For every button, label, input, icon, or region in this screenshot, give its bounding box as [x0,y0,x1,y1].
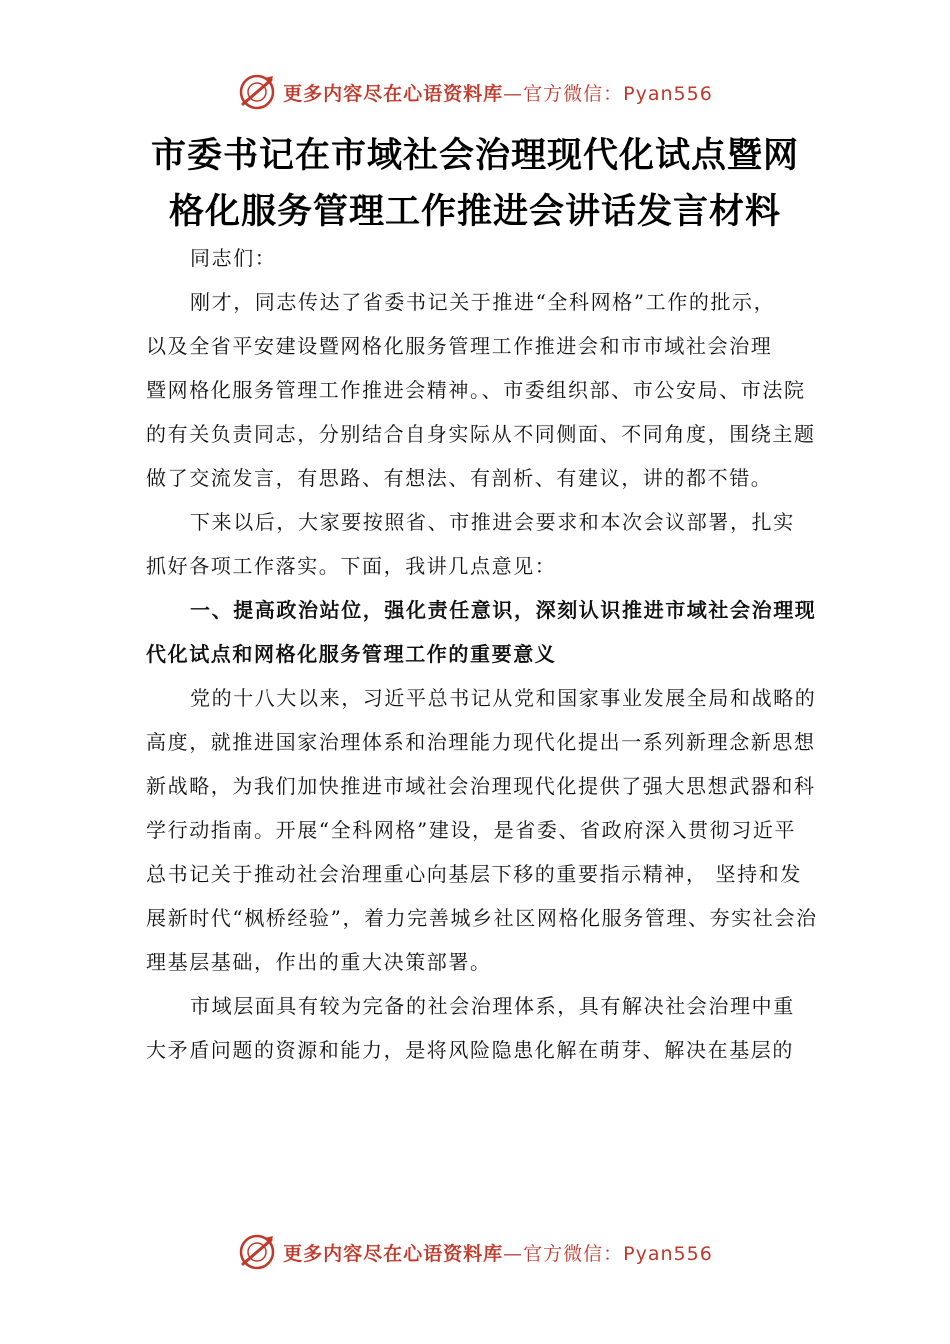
heading-line: 一、提高政治站位，强化责任意识，深刻认识推进市域社会治理现 [190,598,817,622]
logo-icon [237,72,277,112]
banner-wechat: 官方微信：Pyan556 [523,1242,713,1265]
text-line: 市域层面具有较为完备的社会治理体系，具有解决社会治理中重 [190,994,795,1018]
title-line-2: 格化服务管理工作推进会讲话发言材料 [168,191,781,232]
paragraph-greeting [146,236,814,280]
footer-banner [0,1230,950,1274]
banner-main: 更多内容尽在心语资料库 [283,82,504,105]
text-line: 总书记关于推动社会治理重心向基层下移的重要指示精神， 坚持和发 [146,862,802,886]
document-body [146,236,818,1072]
banner-text [283,1239,713,1266]
text-line: 抓好各项工作落实。下面，我讲几点意见： [146,554,557,578]
text-line: 大矛盾问题的资源和能力，是将风险隐患化解在萌芽、解决在基层的 [146,1038,794,1062]
text-line: 的有关负责同志，分别结合自身实际从不同侧面、不同角度，围绕主题 [146,422,816,446]
banner-text [283,79,713,106]
text-line: 下来以后，大家要按照省、市推进会要求和本次会议部署，扎实 [190,510,795,534]
text-line: 高度，就推进国家治理体系和治理能力现代化提出一系列新理念新思想 [146,730,816,754]
text-line: 党的十八大以来，习近平总书记从党和国家事业发展全局和战略的 [190,686,817,710]
paragraph-4 [146,984,814,1072]
text-line: 暨网格化服务管理工作推进会精神。、市委组织部、市公安局、市法院 [146,378,806,402]
banner-wechat: 官方微信：Pyan556 [523,82,713,105]
banner-main: 更多内容尽在心语资料库 [283,1242,504,1265]
logo-icon [237,1232,277,1272]
banner-dash: — [503,82,524,105]
heading-line: 代化试点和网格化服务管理工作的重要意义 [146,642,557,666]
text-line: 新战略，为我们加快推进市域社会治理现代化提供了强大思想武器和科 [146,774,816,798]
text-line: 做了交流发言，有思路、有想法、有剖析、有建议，讲的都不错。 [146,466,773,490]
text-line: 展新时代“枫桥经验”，着力完善城乡社区网格化服务管理、夯实社会治 [146,906,818,930]
text-line: 以及全省平安建设暨网格化服务管理工作推进会和市市域社会治理 [146,334,773,358]
text-line: 刚才，同志传达了省委书记关于推进“全科网格”工作的批示， [190,290,776,314]
text-line: 理基层基础，作出的重大决策部署。 [146,950,492,974]
document-title [100,128,850,240]
title-line-1: 市委书记在市域社会治理现代化试点暨网 [150,135,799,176]
text-line: 学行动指南。开展“全科网格”建设，是省委、省政府深入贯彻习近平 [146,818,797,842]
paragraph-3 [146,676,818,984]
header-banner [0,70,950,114]
paragraph-2 [146,500,814,588]
section-heading-1 [146,588,817,676]
paragraph-1 [146,280,814,500]
banner-dash: — [503,1242,524,1265]
text-line: 同志们： [190,246,277,270]
